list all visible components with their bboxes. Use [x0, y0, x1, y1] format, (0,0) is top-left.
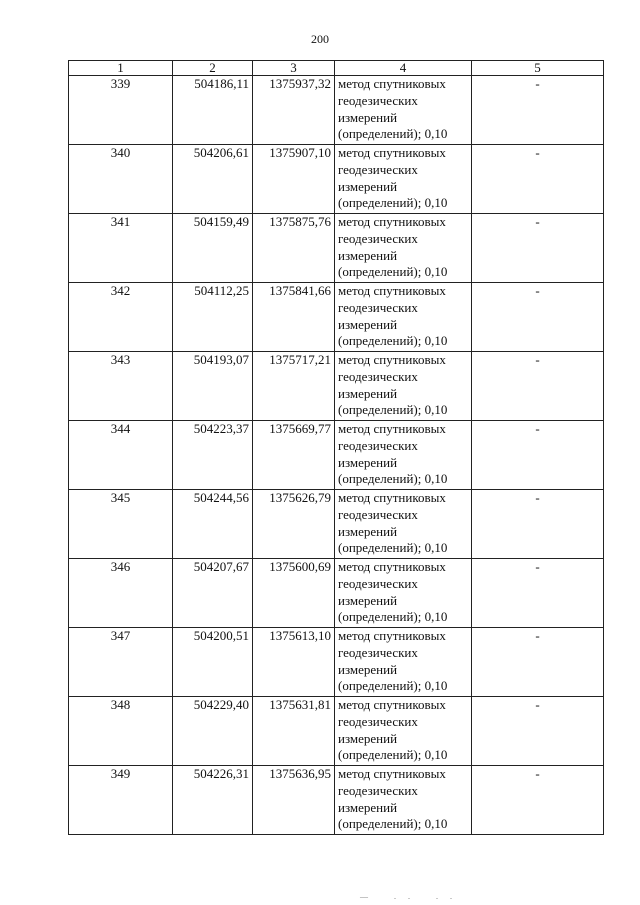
x-coordinate-cell: 504207,67: [173, 559, 253, 628]
note-cell: -: [472, 214, 604, 283]
table-row: [69, 490, 604, 559]
method-line: метод спутниковых: [338, 283, 446, 298]
table-row: [69, 559, 604, 628]
note-cell: -: [472, 145, 604, 214]
table-row: [69, 145, 604, 214]
method-cell: [335, 697, 472, 766]
coordinates-table: [68, 60, 604, 835]
method-line: геодезических: [338, 368, 418, 384]
method-line: метод спутниковых: [338, 697, 446, 712]
note-cell: -: [472, 283, 604, 352]
method-line: (определений); 0,10: [338, 333, 448, 349]
method-line: метод спутниковых: [338, 628, 446, 643]
table-row: [69, 214, 604, 283]
x-coordinate-cell: 504193,07: [173, 352, 253, 421]
method-line: измерений: [338, 109, 398, 125]
y-coordinate-cell: 1375613,10: [253, 628, 335, 697]
method-cell: [335, 283, 472, 352]
method-line: геодезических: [338, 713, 418, 729]
y-coordinate-cell: 1375636,95: [253, 766, 335, 835]
method-line: измерений: [338, 592, 398, 608]
method-cell: [335, 352, 472, 421]
method-line: (определений); 0,10: [338, 678, 448, 694]
point-number-cell: 345: [69, 490, 173, 559]
method-line: геодезических: [338, 92, 418, 108]
table-row: [69, 76, 604, 145]
method-line: метод спутниковых: [338, 421, 446, 436]
x-coordinate-cell: 504223,37: [173, 421, 253, 490]
method-cell: [335, 421, 472, 490]
table-header-row: [69, 61, 604, 76]
method-line: геодезических: [338, 644, 418, 660]
method-line: геодезических: [338, 299, 418, 315]
method-line: измерений: [338, 247, 398, 263]
method-cell: [335, 145, 472, 214]
point-number-cell: 339: [69, 76, 173, 145]
method-line: метод спутниковых: [338, 559, 446, 574]
x-coordinate-cell: 504200,51: [173, 628, 253, 697]
point-number-cell: 348: [69, 697, 173, 766]
method-cell: [335, 559, 472, 628]
note-cell: -: [472, 352, 604, 421]
page-number: 200: [311, 32, 329, 46]
method-cell: [335, 76, 472, 145]
method-cell: [335, 766, 472, 835]
x-coordinate-cell: 504186,11: [173, 76, 253, 145]
note-cell: -: [472, 76, 604, 145]
method-line: измерений: [338, 178, 398, 194]
column-header-5: 5: [472, 61, 604, 76]
point-number-cell: 341: [69, 214, 173, 283]
y-coordinate-cell: 1375631,81: [253, 697, 335, 766]
point-number-cell: 342: [69, 283, 173, 352]
x-coordinate-cell: 504244,56: [173, 490, 253, 559]
table-row: [69, 697, 604, 766]
method-line: метод спутниковых: [338, 214, 446, 229]
method-line: метод спутниковых: [338, 766, 446, 781]
x-coordinate-cell: 504206,61: [173, 145, 253, 214]
method-line: метод спутниковых: [338, 352, 446, 367]
method-line: измерений: [338, 730, 398, 746]
x-coordinate-cell: 504226,31: [173, 766, 253, 835]
method-line: метод спутниковых: [338, 490, 446, 505]
point-number-cell: 343: [69, 352, 173, 421]
x-coordinate-cell: 504229,40: [173, 697, 253, 766]
method-line: геодезических: [338, 437, 418, 453]
method-cell: [335, 628, 472, 697]
method-line: (определений); 0,10: [338, 540, 448, 556]
method-line: метод спутниковых: [338, 76, 446, 91]
method-line: (определений); 0,10: [338, 195, 448, 211]
table-row: [69, 352, 604, 421]
method-line: геодезических: [338, 782, 418, 798]
note-cell: -: [472, 559, 604, 628]
y-coordinate-cell: 1375907,10: [253, 145, 335, 214]
y-coordinate-cell: 1375669,77: [253, 421, 335, 490]
note-cell: -: [472, 421, 604, 490]
point-number-cell: 344: [69, 421, 173, 490]
method-line: (определений); 0,10: [338, 264, 448, 280]
note-cell: -: [472, 697, 604, 766]
point-number-cell: 340: [69, 145, 173, 214]
method-line: (определений); 0,10: [338, 816, 448, 832]
y-coordinate-cell: 1375600,69: [253, 559, 335, 628]
method-line: (определений); 0,10: [338, 126, 448, 142]
method-line: измерений: [338, 316, 398, 332]
note-cell: -: [472, 628, 604, 697]
x-coordinate-cell: 504159,49: [173, 214, 253, 283]
method-line: геодезических: [338, 575, 418, 591]
method-line: (определений); 0,10: [338, 609, 448, 625]
method-cell: [335, 490, 472, 559]
note-cell: -: [472, 490, 604, 559]
method-line: метод спутниковых: [338, 145, 446, 160]
x-coordinate-cell: 504112,25: [173, 283, 253, 352]
point-number-cell: 347: [69, 628, 173, 697]
method-line: измерений: [338, 661, 398, 677]
method-line: (определений); 0,10: [338, 471, 448, 487]
footer-marks: — .. ..: [360, 892, 464, 901]
column-header-4: 4: [335, 61, 472, 76]
column-header-3: 3: [253, 61, 335, 76]
y-coordinate-cell: 1375875,76: [253, 214, 335, 283]
y-coordinate-cell: 1375937,32: [253, 76, 335, 145]
y-coordinate-cell: 1375717,21: [253, 352, 335, 421]
method-line: геодезических: [338, 161, 418, 177]
table-row: [69, 766, 604, 835]
method-cell: [335, 214, 472, 283]
y-coordinate-cell: 1375841,66: [253, 283, 335, 352]
column-header-2: 2: [173, 61, 253, 76]
point-number-cell: 349: [69, 766, 173, 835]
table-row: [69, 283, 604, 352]
y-coordinate-cell: 1375626,79: [253, 490, 335, 559]
method-line: измерений: [338, 385, 398, 401]
method-line: измерений: [338, 523, 398, 539]
method-line: (определений); 0,10: [338, 402, 448, 418]
table-row: [69, 628, 604, 697]
method-line: геодезических: [338, 230, 418, 246]
table-row: [69, 421, 604, 490]
method-line: (определений); 0,10: [338, 747, 448, 763]
method-line: геодезических: [338, 506, 418, 522]
method-line: измерений: [338, 454, 398, 470]
method-line: измерений: [338, 799, 398, 815]
note-cell: -: [472, 766, 604, 835]
point-number-cell: 346: [69, 559, 173, 628]
column-header-1: 1: [69, 61, 173, 76]
